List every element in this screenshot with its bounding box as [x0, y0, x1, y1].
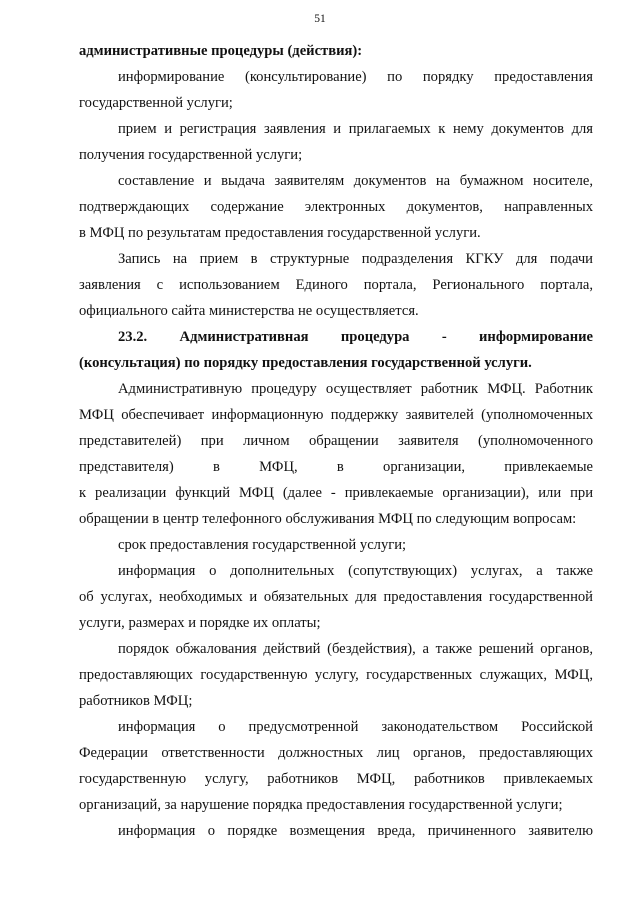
text-line: информация о дополнительных (сопутствующих) услугах, а также [118, 563, 593, 579]
text-line: информация о порядке возмещения вреда, причиненного заявителю [118, 823, 593, 839]
text-line: административные процедуры (действия): [79, 43, 363, 59]
text-line: государственной услуги; [79, 95, 233, 111]
text-line: подтверждающих содержание электронных документов, направленных [79, 199, 593, 215]
section-heading: (консультация) по порядку предоставления государственной услуги. [79, 355, 532, 371]
text-line: об услугах, необходимых и обязательных для предоставления государственной [79, 589, 593, 605]
text-line: работников МФЦ; [79, 693, 193, 709]
text-line: в МФЦ по результатам предоставления государственной услуги. [79, 225, 481, 241]
text-line: МФЦ обеспечивает информационную поддержку заявителей (уполномоченных [79, 407, 593, 423]
text-line: прием и регистрация заявления и прилагаемых к нему документов для [118, 121, 593, 137]
text-line: к реализации функций МФЦ (далее - привлекаемые организации), или при [79, 485, 593, 501]
text-line: составление и выдача заявителям документов на бумажном носителе, [118, 173, 593, 189]
text-line: заявления с использованием Единого портала, Регионального портала, [79, 277, 593, 293]
text-line: обращении в центр телефонного обслуживания МФЦ по следующим вопросам: [79, 511, 577, 527]
section-heading: 23.2. Административная процедура - информирование [118, 329, 593, 345]
text-line: информация о предусмотренной законодательством Российской [118, 719, 593, 735]
text-line: организаций, за нарушение порядка предоставления государственной услуги; [79, 797, 563, 813]
text-line: информирование (консультирование) по порядку предоставления [118, 69, 593, 85]
text-line: Административную процедуру осуществляет работник МФЦ. Работник [118, 381, 593, 397]
text-line: официального сайта министерства не осуществляется. [79, 303, 419, 319]
text-line: порядок обжалования действий (бездействия), а также решений органов, [118, 641, 593, 657]
text-line: предоставляющих государственную услугу, государственных служащих, МФЦ, [79, 667, 593, 683]
text-line: представителя) в МФЦ, в организации, привлекаемые [79, 459, 593, 475]
text-line: срок предоставления государственной услуги; [118, 537, 407, 553]
text-line: государственную услугу, работников МФЦ, работников привлекаемых [79, 771, 593, 787]
page-number: 51 [314, 13, 326, 25]
text-line: получения государственной услуги; [79, 147, 303, 163]
text-line: Запись на прием в структурные подразделения КГКУ для подачи [118, 251, 593, 267]
text-line: представителей) при личном обращении заявителя (уполномоченного [79, 433, 593, 449]
text-line: Федерации ответственности должностных лиц органов, предоставляющих [79, 745, 593, 761]
text-line: услуги, размерах и порядке их оплаты; [79, 615, 321, 631]
